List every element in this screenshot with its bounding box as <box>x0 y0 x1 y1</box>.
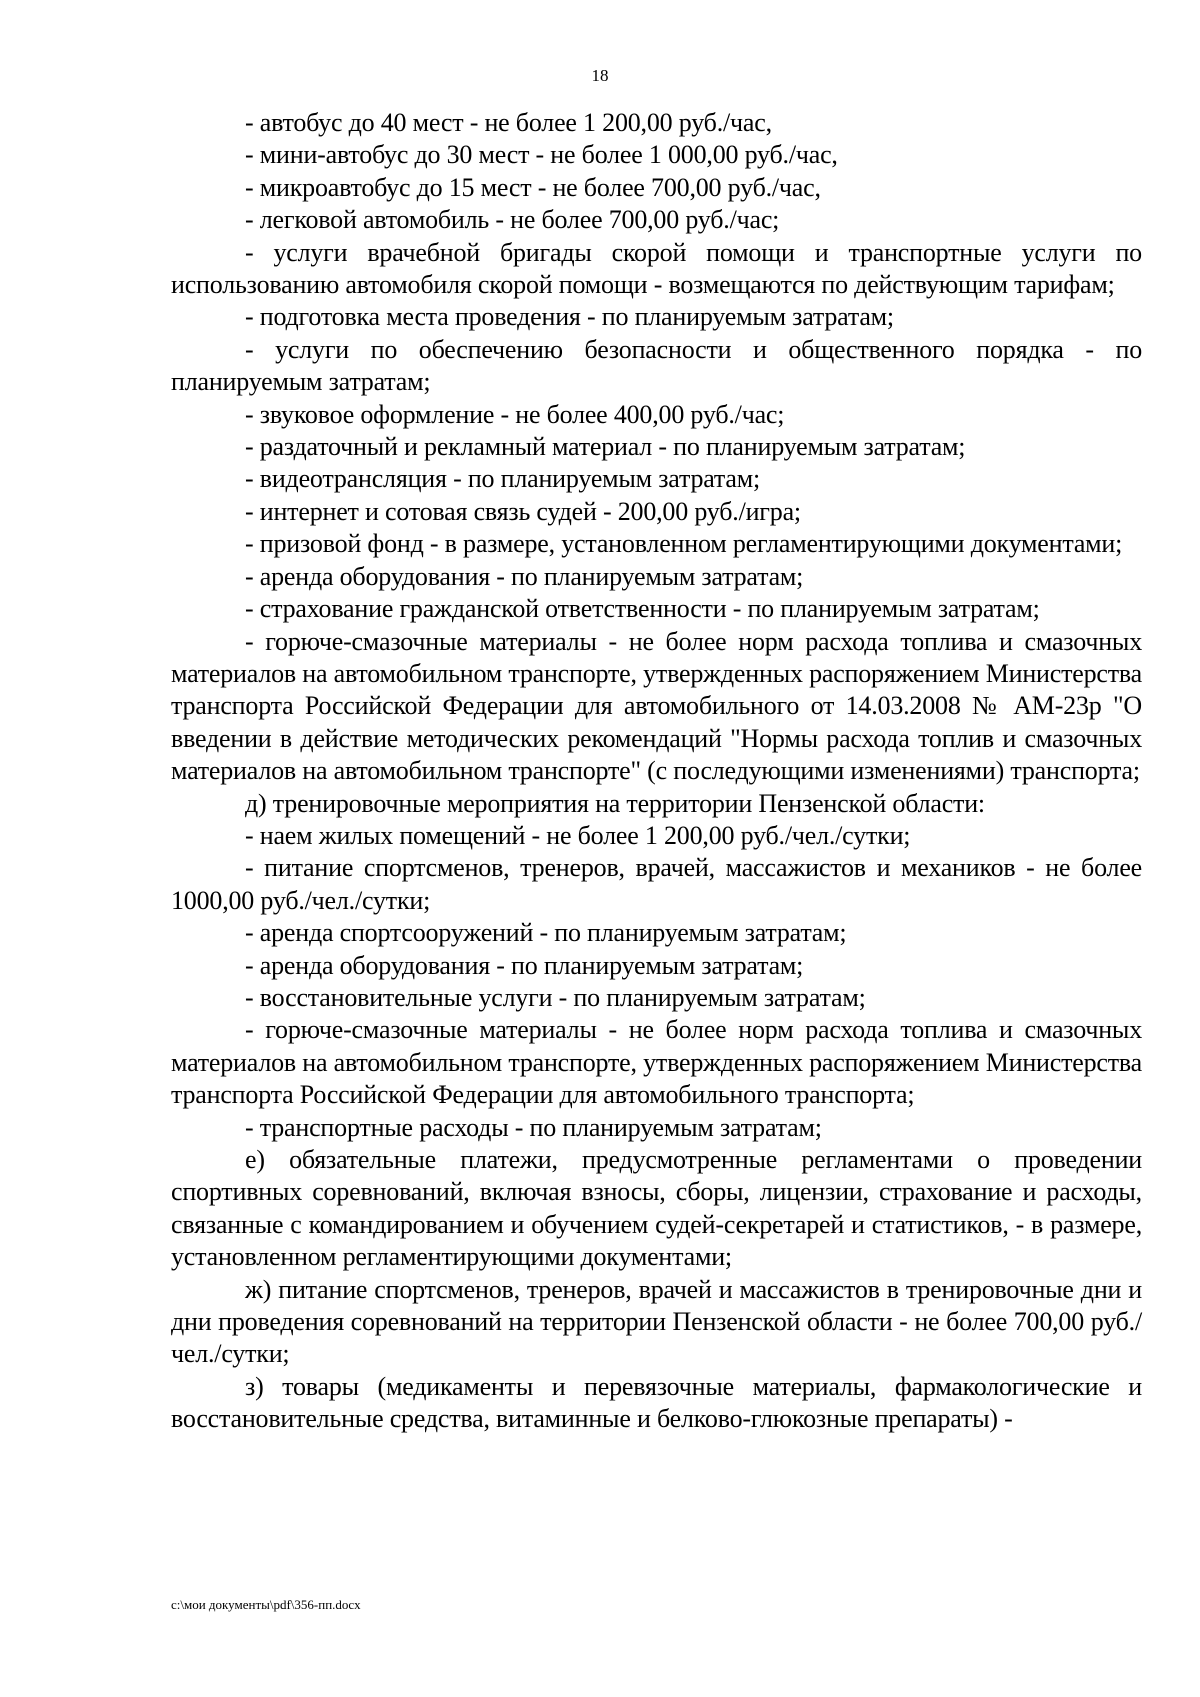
paragraph: - раздаточный и рекламный материал - по планируемым затратам; <box>245 432 966 462</box>
paragraph: - легковой автомобиль - не более 700,00 руб./час; <box>245 205 780 235</box>
document-body <box>171 107 1142 1436</box>
paragraph: - услуги врачебной бригады скорой помощи и транспортные услуги по использованию автомобиля скорой помощи - возмещаются по действующим тарифам; <box>171 237 1142 300</box>
paragraph: - услуги по обеспечению безопасности и общественного порядка - по планируемым затратам; <box>171 334 1142 397</box>
paragraph: - транспортные расходы - по планируемым затратам; <box>245 1112 822 1142</box>
paragraph: з) товары (медикаменты и перевязочные материалы, фармакологические и восстановительные средства, витаминные и белково-глюкозные препараты) - <box>171 1371 1142 1434</box>
footer-file-path: c:\мои документы\pdf\356-пп.docx <box>171 1597 361 1612</box>
page-number: 18 <box>591 66 609 85</box>
paragraph: - интернет и сотовая связь судей - 200,00 руб./игра; <box>245 496 801 526</box>
paragraph: - питание спортсменов, тренеров, врачей, массажистов и механиков - не более 1000,00 руб./чел./сутки; <box>171 853 1142 915</box>
paragraph: - горюче-смазочные материалы - не более норм расхода топлива и смазочных материалов на автомобильном транспорте, утвержденных распоряжением Министерства транспорта Российской Федерации для автомобильного от 14.03.2008 № АМ-23р "О введении в действие методических рекомендаций "Нормы расхода топлив и смазочных материалов на автомобильном транспорте" (с последующими изменениями) транспорта; <box>171 626 1142 786</box>
paragraph: - аренда оборудования - по планируемым затратам; <box>245 950 804 980</box>
paragraph: - страхование гражданской ответственности - по планируемым затратам; <box>245 594 1040 624</box>
paragraph: - восстановительные услуги - по планируемым затратам; <box>245 982 866 1012</box>
paragraph: - мини-автобус до 30 мест - не более 1 000,00 руб./час, <box>245 140 838 170</box>
paragraph: д) тренировочные мероприятия на территории Пензенской области: <box>245 788 985 818</box>
paragraph: - наем жилых помещений - не более 1 200,00 руб./чел./сутки; <box>245 820 911 850</box>
paragraph: е) обязательные платежи, предусмотренные регламентами о проведении спортивных соревнований, включая взносы, сборы, лицензии, страхование и расходы, связанные с командированием и обучением судей-секретарей и статистиков, - в размере, установленном регламентирующими документами; <box>171 1145 1142 1272</box>
paragraph: - аренда спортсооружений - по планируемым затратам; <box>245 918 847 948</box>
paragraph: - призовой фонд - в размере, установленном регламентирующими документами; <box>245 529 1123 559</box>
paragraph: - видеотрансляция - по планируемым затратам; <box>245 464 761 494</box>
paragraph: - подготовка места проведения - по планируемым затратам; <box>245 302 894 332</box>
paragraph: - звуковое оформление - не более 400,00 руб./час; <box>245 399 785 429</box>
paragraph: - аренда оборудования - по планируемым затратам; <box>245 561 804 591</box>
paragraph: - автобус до 40 мест - не более 1 200,00 руб./час, <box>245 108 772 137</box>
paragraph: - микроавтобус до 15 мест - не более 700,00 руб./час, <box>245 172 821 202</box>
paragraph: ж) питание спортсменов, тренеров, врачей и массажистов в тренировочные дни и дни проведения соревнований на территории Пензенской области - не более 700,00 руб./чел./сутки; <box>171 1274 1142 1369</box>
paragraph: - горюче-смазочные материалы - не более норм расхода топлива и смазочных материалов на автомобильном транспорте, утвержденных распоряжением Министерства транспорта Российской Федерации для автомобильного транспорта; <box>171 1015 1142 1110</box>
